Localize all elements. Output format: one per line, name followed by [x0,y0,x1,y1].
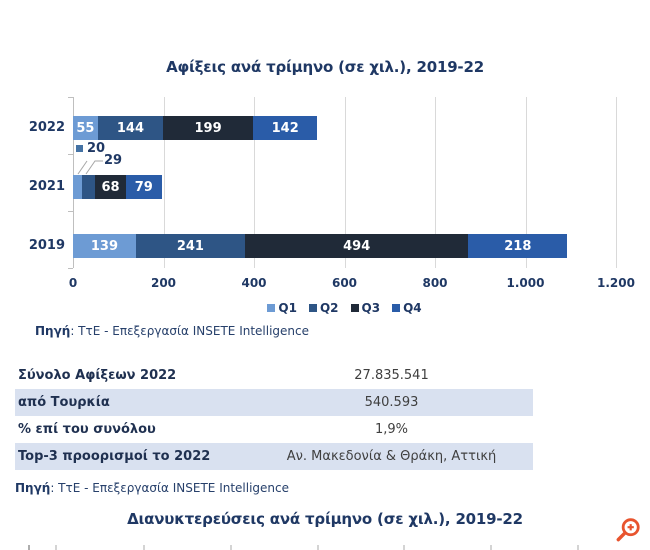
plot-area [28,97,616,268]
bar-value-label: 142 [271,120,299,136]
legend-item-q1 [267,301,297,315]
source-text: : ΤτΕ - Επεξεργασία INSETE Intelligence [70,324,310,338]
category-label-2021: 2021 [28,179,65,194]
zoom-in-icon[interactable] [614,517,642,545]
cutoff-artifact [28,545,30,550]
chart-legend [73,301,616,315]
cutoff-artifact [403,545,405,550]
bar-value-label: 55 [76,120,95,136]
x-tick-label: 1.200 [597,276,635,290]
cutoff-artifact [317,545,319,550]
cutoff-artifact [490,545,492,550]
table-row [15,416,533,443]
source-label: Πηγή [35,324,71,338]
x-tick-label: 800 [422,276,448,290]
bar-value-label: 139 [90,238,119,254]
legend-item-q3 [351,301,381,315]
bar-value-label: 68 [101,179,120,195]
bar-segment-2019-q3 [245,234,469,258]
bar-segment-2022-q1 [73,116,98,140]
table-row [15,362,533,389]
row-value: 540.593 [364,395,419,410]
legend-swatch-icon [267,304,275,312]
bar-value-label: 494 [343,238,371,254]
bar-segment-2022-q4 [253,116,317,140]
bar-segment-2021-q3 [95,175,126,199]
legend-label: Q4 [403,301,422,315]
x-axis [68,276,635,292]
bar-segment-2019-q1 [73,234,136,258]
bar-segment-2022-q2 [98,116,163,140]
legend-item-q4 [392,301,422,315]
summary-table [15,362,533,470]
x-tick-label: 200 [150,276,177,290]
legend-swatch-icon [392,304,400,312]
x-tick-label: 600 [331,276,358,290]
table-source-note [15,481,289,495]
source-text: : ΤτΕ - Επεξεργασία INSETE Intelligence [50,481,290,495]
cutoff-artifact [143,545,145,550]
y-axis-tick [68,268,73,269]
cutoff-artifact [55,545,57,550]
callout-2021-q2-value: 29 [104,153,123,168]
row-value: Αν. Μακεδονία & Θράκη, Αττική [286,449,497,464]
x-tick-label: 1.000 [506,276,545,290]
legend-label: Q2 [319,301,339,315]
source-label: Πηγή [15,481,51,495]
row-label: Top-3 προορισμοί το 2022 [18,449,211,464]
gridline [616,97,617,268]
table-row [15,389,533,416]
legend-swatch-icon [351,304,359,312]
x-tick-label: 400 [241,276,267,290]
row-value: 27.835.541 [354,368,429,383]
bar-value-label: 79 [134,179,153,195]
bar-segment-2021-q2 [82,175,95,199]
bar-segment-2022-q3 [163,116,253,140]
bar-value-label: 199 [194,120,222,136]
row-label: Σύνολο Αφίξεων 2022 [18,368,177,383]
bar-segment-2021-q4 [126,175,162,199]
bar-value-label: 241 [176,238,204,254]
cutoff-artifact [230,545,232,550]
bar-value-label: 144 [116,120,145,136]
overnights-chart-title: Διανυκτερεύσεις ανά τρίμηνο (σε χιλ.), 2019-22 [127,510,523,528]
legend-item-q2 [309,301,339,315]
cutoff-artifact [577,545,579,550]
chart-source-note [35,324,309,338]
category-label-2019: 2019 [28,238,65,253]
bar-segment-2019-q4 [468,234,567,258]
callout-2021-q1-value: 20 [87,141,106,156]
bar-segment-2021-q1 [73,175,82,199]
y-axis-tick [68,97,73,98]
bar-value-label: 218 [504,238,532,254]
y-axis-tick [68,154,73,155]
bar-segment-2019-q2 [136,234,245,258]
row-value: 1,9% [374,422,409,437]
row-label: % επί του συνόλου [18,422,156,437]
table-row [15,443,533,470]
arrivals-chart-title: Αφίξεις ανά τρίμηνο (σε χιλ.), 2019-22 [166,58,484,76]
legend-swatch-icon [309,304,317,312]
x-tick-label: 0 [68,276,78,290]
category-label-2022: 2022 [28,120,65,135]
legend-label: Q1 [278,301,297,315]
row-label: από Τουρκία [18,395,110,410]
legend-label: Q3 [361,301,381,315]
y-axis-tick [68,211,73,212]
